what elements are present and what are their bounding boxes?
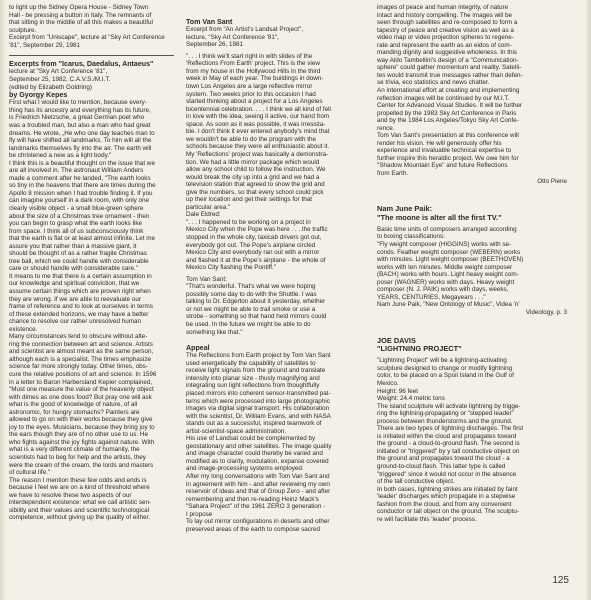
paik-citation-1: Nam June Paik, "New Ontology of Music", Videa 'n' xyxy=(377,301,520,309)
column-1 xyxy=(9,4,174,522)
vansant-quote-2: "That's wonderful. That's what we were hoping possibly some day to do with the Shuttle. I was talking to Dr. Edgerton about it yesterday, whether or not we might be able to trail smoke or use a strobe - something so that hand held mirrors could be used. In the future we might be able to do something like that." xyxy=(186,283,327,336)
davis-paragraph-3: In both cases, lightning strikes are initiated by faint 'leader' discharges which propagate in a stepwise fashion from the cloud, and from any convenient conductor or tall object on the ground. The sculptu- re will facilitate this 'leader' process. xyxy=(377,485,519,523)
page-number: 125 xyxy=(552,575,569,586)
speaker-tom-van-sant: Tom Van Sant: xyxy=(186,275,227,283)
column-3 xyxy=(377,4,567,523)
appeal-paragraph-1: The Reflections from Earth project by Tom Van Sant used energetically the capability of satellites to receive light signals from the ground and translate intensity into planar size - thusly magnifying and integrating sun light reflections from thoughtfully placed mirrors into coherent sensor-transmitted pat- terns which were processed into large photographic images via digital signal transport. His collaboration with the scientist, Dr. William Evans, and with NASA stands out as a successful, inspired teamwork of artist-scientist-space administration. xyxy=(186,352,331,435)
kepes-paragraph-1: First what I would like to mention, because every- thing has its ancestry and everything has its future, is Friedrich Nietzsche, a great German poet who was a troubled man, but also a man who had great dreams. He wrote, „He who one day teaches man to fly will have shifted all landmarks. To him will all the landmarks themselves fly into the air. The earth will be christened a new as a light body." xyxy=(9,99,155,160)
davis-weight: Weight: 24.4 metric tons xyxy=(377,395,445,403)
kepes-byline: by Gyorgy Kepes xyxy=(9,91,68,100)
davis-heading: JOE DAVIS "LIGHTNING PROJECT" xyxy=(377,335,462,353)
vansant-heading: Tom Van Sant xyxy=(186,18,233,26)
kepes-heading: Excerpts from "Icarus, Daedalus, Antaeus" xyxy=(9,60,154,69)
signature-otto-piene: Otto Piene xyxy=(537,177,567,185)
kepes-paragraph-4: Many circumstances tend to obscure without alte- ring the connection between art and science. Artists and scientist are almost meant as the same person, although each is a specialist. The times emphasize science far more strongly today. Other times, obs- cure the relative positions of art and science. In 1596 in a letter to Baron Harbersland Kepler complained, "Must one measure the value of the heavenly object with dimes as one does food? But pray one will ask what is the good of knowledge of nature, of all astronomic, for hungry stomachs? Painters are allowed to go on with their works because they give joy to the eyes. Musicians, because they bring joy to the ears though they are of no other use to us. He who fights against the joy fights against nature. With what is a very different climate of humanity, the scientists had to beg for help and the artists, they were the cream of the cream, the lords and masters of cultural life." xyxy=(9,333,157,477)
paik-quote: "Fly weight composer (HIGGINS) works with se- conds. Feather weight composer (WEBERN) works with minutes. Light weight composer (BEETHOVEN) works with ten minutes. Middle weight composer (BACH) works with hours. Light heavy weight com- poser (WAGNER) works with days. Heavy weight composer (N. J. PAIK) works with days, weeks, YEARS, CENTURIES, Megayears . . ." xyxy=(377,241,524,301)
kepes-paragraph-2: I think this is a beautiful thought on the issue that we are all involved in. The astronaut William Anders made a comment after he landed, "The earth looks so tiny in the heavens that there are times during the Apollo 8 mission when I had trouble finding it. If you can imagine yourself in a dark room, with only one clearly visible object - a small blue-green sphere about the size of a Christmas tree ornament - then you can begin to grasp what the earth looks like from space. I think all of us subconsciously think that the earth is flat or at least almost infinite. Let me assure you that rather than a massive giant, it should be thought of as a rather fragile Christmas tree ball, which we could handle with considerable care or should handle with considerable care." xyxy=(9,159,156,273)
page-right-edge xyxy=(585,0,591,600)
divider-rule xyxy=(9,55,174,56)
page-left-edge xyxy=(0,0,6,600)
kepes-meta: lecture at "Sky Art Conference '81", September 25, 1982, C.A.V.S./M.I.T. (edited by Elizabeth Goldring) xyxy=(9,68,111,91)
paik-heading: Nam June Paik: "The moone is alter all the first TV." xyxy=(377,204,502,222)
piene-paragraph-3: Tom Van Sant's presentation at this conference will render his vision. He will generously offer his experience and invaluable technical expertise to further inspire this heraldic project. We owe him for "Shadow Mountain Eye" and future Reflections from Earth. xyxy=(377,132,519,178)
speaker-dale-eldred: Dale Eldred: xyxy=(186,211,221,219)
intro-text: to light up the Sidney Opera House - Sidney Town Hall - be pressing a button in Italy. The remnants of that sitting in the middle of all this makes a beautiful sculpture. xyxy=(9,4,153,34)
appeal-paragraph-3: After my long conversations with Tom Van Sant and in agreement with him - and after reviewing my own reservoir of ideas and that of Group Zero - and after remembering and then re-reading Heinz Mack's "Sahara Project" of the 1961 ZERO 3 generation - I propose xyxy=(186,473,331,518)
davis-paragraph-2: The island sculpture will activate lightning by trigge- ring the lightning-propagating or "stepped leader" process between thunderstorms and the ground. There are two types of lightning discharges. The first is initiated within the cloud and propagates toward the ground - a cloud-to-ground flash. The second is initiated or "triggered" by y tall conductive object on the ground and propagates toward the cloud - a ground-to-cloud flash. This latter type is called "triggered" since it would not occur in the absence of the tall conductive object. xyxy=(377,402,524,486)
piene-paragraph-2: An international effort at creating and implementing reflection images will be continued by our M.I.T. Center for Advanced Visual Studies. It will be further propelled by the 1983 Sky Art Conference in Paris and by the 1984 Los Angeles/Tokyo Sky Art Confe- rence. xyxy=(377,87,523,132)
kepes-paragraph-3: It means to me that there is a certain assumption in our knowledge and spiritual conviction, that we assume certain things which are proven right when they are wrong. If we are able to reevaluate our frame of reference and to look at ourselves in terms of these extended horizons, we may have a better chance to resolve our rather unresolved human existence. xyxy=(9,272,153,333)
vansant-meta: Excerpt from "An Artist's Landsat Project", lecture, "Sky Art Conference '81", September 26, 1981 xyxy=(186,26,303,49)
appeal-paragraph-4: To lay out mirror configurations in deserts and other preserved areas of the earth to compose sacred xyxy=(186,518,330,533)
paik-intro: Basic time units of composers arranged according to boxing classifications: xyxy=(377,225,517,241)
davis-height: Height: 96 feet xyxy=(377,387,418,395)
vansant-quote-1: ". . . I think we'll start right in with slides of the 'Reflections From Earth' project. This is the view from my house in the Hollywood Hills in the third week in May of each year. The buildings in down- town Los Angeles are a large reflective mirror system. Two weeks prior to this occasion I had started thinking about a project for a Los Angeles bicentennial celebration. . . . I think we all kind of fell in love with the idea, seeing it active, our hand from space. As soon as it was possible, it was irresista- ble. I don't think it ever entered anybody's mind that we wouldn't be able to do the program with the schools because they were all enthusiastic about it. My 'Reflections' project was basically a demonstra- tion. We had a little mirror package which would allow any school child to follow the instruction. We would break the city up into a grid and we had a television station that agreed to show the grid and give the numbers, so that every school could pick up their location and get their settings for that particular area." xyxy=(186,52,331,211)
eldred-quote: ". . . I happened to be working on a project in Mexico City when the Pope was here . . . the traffic stopped in the whole city, taxicab drivers got out, everybody got out. The Pope's airplane circled Mexico City and everybody ran out with a mirror and flashed it at the Pope's airplane - the whole of Mexico City flashing the Pontiff." xyxy=(186,218,328,272)
intro-excerpt-citation: Excerpt from "Uniscape", lecture at "Sky Art Conference '81", September 29, 1981 xyxy=(9,34,165,49)
davis-paragraph-1: "Lightning Project" will be a lightning-activating sculpture designed to change or modify lightning color, to be placed on a Spoil Island in the Gulf of Mexico. xyxy=(377,357,514,387)
piene-paragraph-1: images of peace and human integrity, of nature intact and history compelling. The images will be seen through satellites and re-composed to form a tapestry of peace and creative vision as well as a video map or video projection spheres to regene- rate and represent the earth as an eidos of com- manding dignity and suggestive wholeness. In this way Aldo Tambellini's design of a "Communication- sphere" could gather momentum and reality. Satelli- tes would transmit true messages rather than defen- se trivia, eco statistics and news chatter. xyxy=(377,4,523,87)
appeal-paragraph-2: His use of Landsat could be complemented by geostationary and other satellites. The image quality and image character could thereby be varied and modified as to clarity, modulation, expanse covered and image-processing systems employed. xyxy=(186,435,332,473)
kepes-paragraph-5: The reason I mention these few odds and ends is because I feel we are on a kind of threshold where we have to resolve these two aspects of our interdependent existence: what we call artistic sen- sibility and their values and scientific technological competence, without giving up the quality of either. xyxy=(9,476,152,522)
appeal-heading: Appeal xyxy=(186,344,210,353)
column-2 xyxy=(186,4,360,533)
paik-citation-2: Videology, p. 3 xyxy=(525,308,567,316)
